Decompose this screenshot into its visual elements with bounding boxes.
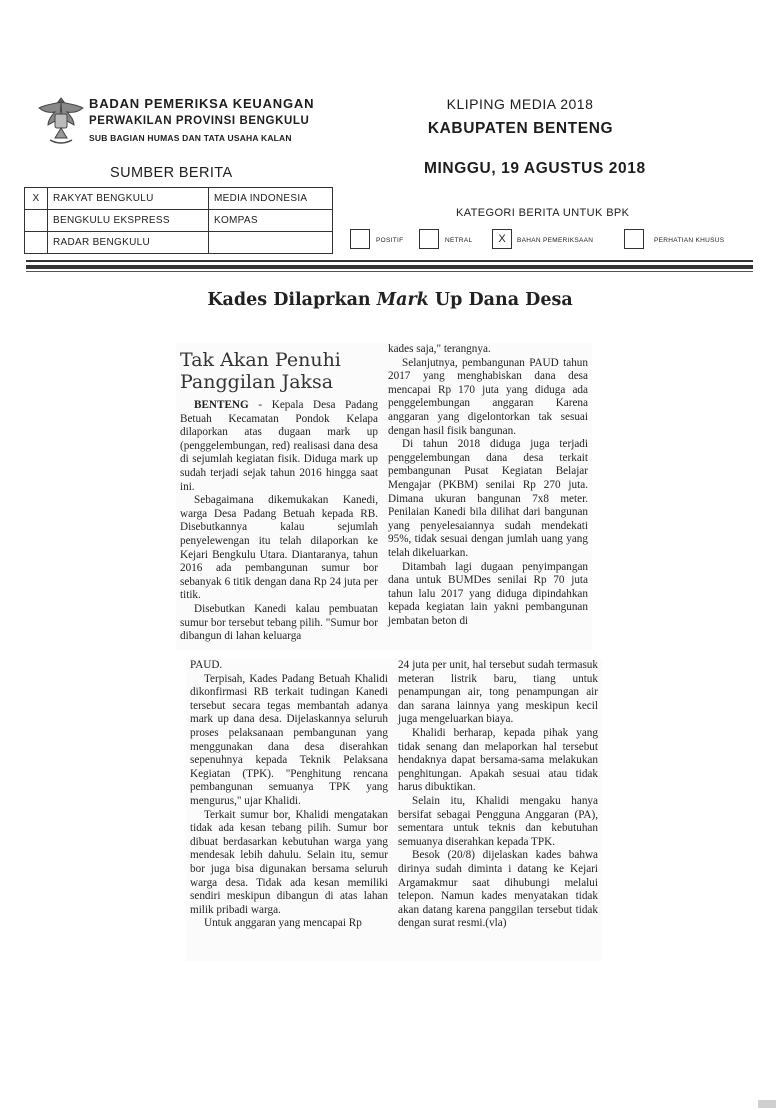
- dateline: BENTENG: [194, 399, 249, 411]
- source-name: RAKYAT BENGKULU: [48, 188, 209, 210]
- article-paragraph: kades saja," terangnya.: [388, 343, 491, 355]
- clipping-column: [388, 343, 588, 628]
- header-rule: [26, 271, 753, 272]
- article-paragraph: Selain itu, Khalidi mengaku hanya bersifat sebagai Pengguna Anggaran (PA), sementara untuk teknis dan kebutuhan semuanya diserahkan kepada TPK.: [398, 794, 598, 848]
- publication-date: MINGGU, 19 AGUSTUS 2018: [424, 160, 646, 177]
- header-rule: [26, 265, 753, 269]
- article-paragraph: Di tahun 2018 diduga juga terjadi penggelembungan dana desa terkait pembangunan Pusat Kegiatan Belajar Mengajar (PKBM) senilai Rp 270 juta. Dimana ukuran bangunan 7x8 meter. Penilaian Kanedi bila dilihat dari bangunan yang penyelesaiannya sudah mendekati 95%, tidak sesuai dengan jumlah uang yang telah dikeluarkan.: [388, 438, 588, 559]
- source-row: [25, 232, 333, 254]
- scan-edge-mark: [758, 1100, 776, 1108]
- article-paragraph: Terkait sumur bor, Khalidi mengatakan tidak ada kesan tebang pilih. Sumur bor dibuat berdasarkan kebutuhan warga yang mendesak lebih dahulu. Selain itu, semur bor juga bisa digunakan bersama seluruh warga desa. Tidak ada kesan memiliki sendiri meskipun dibangun di atas lahan milik pribadi warga.: [190, 808, 388, 916]
- article-paragraph: Ditambah lagi dugaan penyimpangan dana untuk BUMDes senilai Rp 70 juta tahun lalu 2017 yang diduga dipindahkan kepada kegiatan lain yakni pembangunan jembatan beton di: [388, 560, 588, 627]
- article-paragraph: Besok (20/8) dijelaskan kades bahwa dirinya sudah diminta i datang ke Kejari Argamakmur saat dihubungi melalui telepon. Namun kades menyatakan tidak akan datang karena panggilan tersebut tidak dengan surat resmi.(vla): [398, 849, 598, 930]
- news-clipping-bottom: [186, 659, 602, 961]
- article-paragraph: Selanjutnya, pembangunan PAUD tahun 2017 yang menghabiskan dana desa mencapai Rp 170 juta yang diduga ada penggelembungan anggaran Karena anggaran yang digelontorkan tak sesuai dengan hasil fisik bangunan.: [388, 356, 588, 437]
- source-table: [24, 187, 333, 254]
- article-paragraph: Sebagaimana dikemukakan Kanedi, warga Desa Padang Betuah kepada RB. Disebutkannya kalau sejumlah penyelewengan itu telah dilaporkan ke Kejari Bengkulu Utara. Diantaranya, tahun 2016 ada pembangunan sumur bor sebanyak 6 titik dengan dana Rp 24 juta per titik.: [180, 494, 378, 602]
- positif-checkbox: [350, 229, 370, 249]
- source-row: [25, 188, 333, 210]
- article-paragraph: Terpisah, Kades Padang Betuah Khalidi dikonfirmasi RB terkait tudingan Kanedi tersebut secara tegas membantah adanya mark up dana desa. Dijelaskannya seluruh proses pelaksanaan pembangunan yang menggunakan dana desa diserahkan sepenuhnya kepada Teknik Pelaksana Kegiatan (TPK). "Penghitung rencana pembangunan semuanya TPK yang mengurus," ujar Khalidi.: [190, 672, 388, 807]
- source-mark: [25, 210, 48, 232]
- bahan-pemeriksaan-checkbox: X: [492, 229, 512, 249]
- netral-checkbox: [419, 229, 439, 249]
- source-name: RADAR BENGKULU: [48, 232, 209, 254]
- article-paragraph: Khalidi berharap, kepada pihak yang tidak senang dan melaporkan hal tersebut hendaknya dapat bersama-sama melakukan penghitungan. Apakah sesuai atau tidak harus dibuktikan.: [398, 726, 598, 794]
- header-rule: [26, 260, 753, 262]
- kliping-title: KLIPING MEDIA 2018: [446, 96, 594, 112]
- source-name: [209, 232, 333, 254]
- news-clipping-top: [176, 343, 592, 650]
- perhatian-khusus-checkbox: [624, 229, 644, 249]
- article-paragraph: Disebutkan Kanedi kalau pembuatan sumur bor tersebut tebang pilih. "Sumur bor dibangun di lahan keluarga: [180, 602, 378, 643]
- source-name: KOMPAS: [209, 210, 333, 232]
- kategori-title: KATEGORI BERITA UNTUK BPK: [456, 207, 630, 219]
- article-headline: Kades Dilaprkan Mark Up Dana Desa: [207, 290, 573, 310]
- source-name: BENGKULU EKSPRESS: [48, 210, 209, 232]
- bahan-pemeriksaan-label: BAHAN PEMERIKSAAN: [517, 237, 594, 244]
- garuda-emblem-icon: [36, 92, 86, 148]
- source-mark: X: [25, 188, 48, 210]
- source-name: MEDIA INDONESIA: [209, 188, 333, 210]
- article-subhead: Tak Akan Penuhi Panggilan Jaksa: [180, 349, 341, 393]
- org-name: BADAN PEMERIKSA KEUANGAN: [89, 96, 315, 111]
- source-mark: [25, 232, 48, 254]
- org-branch: PERWAKILAN PROVINSI BENGKULU: [89, 115, 310, 127]
- org-subsection: SUB BAGIAN HUMAS DAN TATA USAHA KALAN: [89, 133, 292, 143]
- clipping-column: [190, 659, 388, 931]
- kabupaten-title: KABUPATEN BENTENG: [427, 120, 614, 137]
- sumber-berita-title: SUMBER BERITA: [110, 165, 233, 181]
- article-paragraph: BENTENG - Kepala Desa Padang Betuah Kecamatan Pondok Kelapa dilaporkan atas dugaan mark up (penggelembungan, red) realisasi dana desa di sejumlah kegiatan fisik. Diduga mark up sudah terjadi sejak tahun 2016 hingga saat ini.: [180, 399, 378, 493]
- article-paragraph: 24 juta per unit, hal tersebut sudah termasuk meteran listrik baru, tiang untuk penampungan air, tong penampungan air dan sarana lainnya yang meskipun kecil juga mengeluarkan biaya.: [398, 659, 598, 726]
- article-paragraph: PAUD.: [190, 659, 223, 671]
- clipping-column: [398, 659, 598, 931]
- source-row: [25, 210, 333, 232]
- clipping-column: [180, 343, 378, 644]
- headline-italic: Mark: [376, 290, 429, 310]
- positif-label: POSITIF: [376, 237, 404, 244]
- kategori-options: [347, 229, 757, 253]
- perhatian-khusus-label: PERHATIAN KHUSUS: [654, 237, 725, 244]
- netral-label: NETRAL: [445, 237, 473, 244]
- article-paragraph: Untuk anggaran yang mencapai Rp: [204, 917, 362, 930]
